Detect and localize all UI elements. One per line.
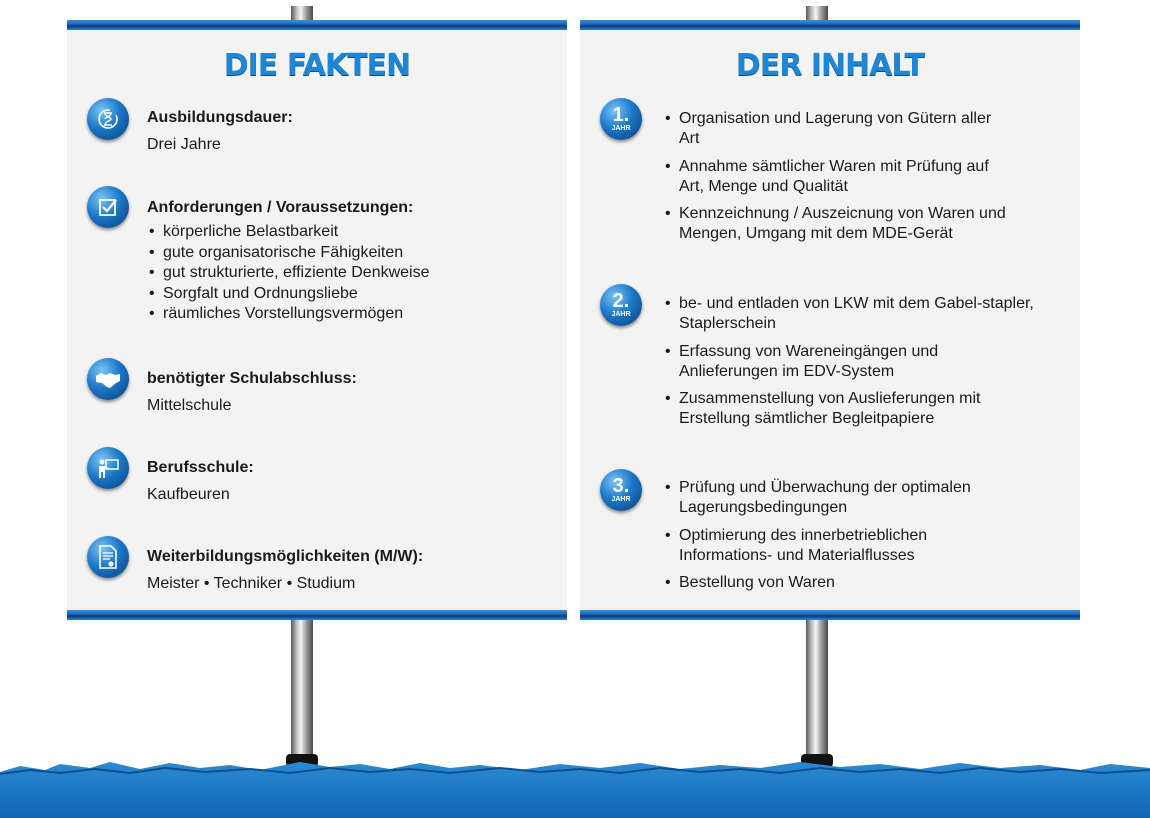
year-2-list [664, 294, 1064, 429]
board-bottom-bar [67, 610, 567, 620]
requirements-block [147, 198, 430, 325]
school-degree-block [147, 369, 357, 416]
year-3-badge [600, 469, 642, 511]
vocational-school-block [147, 458, 254, 505]
year-2-block [664, 294, 1064, 437]
year-number: 2. [612, 290, 630, 312]
further-training-label: Weiterbildungsmöglichkeiten (M/W): [147, 548, 424, 565]
list-item: • gut strukturierte, effiziente Denkweise [147, 263, 430, 284]
teacher-icon [87, 447, 129, 489]
content-title: DER INHALT [735, 48, 925, 83]
duration-block [147, 108, 293, 155]
year-number: 1. [612, 104, 630, 126]
board-bottom-bar [580, 610, 1080, 620]
list-item: • Bestellung von Waren [664, 573, 1064, 593]
school-degree-value: Mittelschule [147, 397, 232, 414]
list-item: • be- und entladen von LKW mit dem Gabel-stapler, Staplerschein [664, 294, 1039, 334]
year-label: JAHR [611, 311, 631, 318]
list-item: • Optimierung des innerbetrieblichen Informations- und Materialflusses [664, 526, 979, 566]
board-top-bar [580, 20, 1080, 30]
list-item: • Kennzeichnung / Auszeicnung von Waren und Mengen, Umgang mit dem MDE-Gerät [664, 204, 1064, 244]
year-1-block [664, 109, 1064, 252]
certificate-icon [87, 536, 129, 578]
list-item: • Prüfung und Überwachung der optimalen Lagerungsbedingungen [664, 478, 1029, 518]
checkbox-icon [87, 186, 129, 228]
list-item: • räumliches Vorstellungsvermögen [147, 304, 430, 325]
requirements-label: Anforderungen / Voraussetzungen: [147, 199, 414, 216]
board-top-bar [67, 20, 567, 30]
left-sign-post [291, 618, 313, 768]
list-item: • Zusammenstellung von Auslieferungen mit Erstellung sämtlicher Begleitpapiere [664, 389, 1019, 429]
further-training-block [147, 547, 423, 594]
list-item: • gute organisatorische Fähigkeiten [147, 243, 430, 264]
year-label: JAHR [611, 125, 631, 132]
list-item: • Erfassung von Wareneingängen und Anlieferungen im EDV-System [664, 342, 999, 382]
vocational-school-label: Berufsschule: [147, 459, 254, 476]
handshake-icon [87, 358, 129, 400]
right-sign-post [806, 618, 828, 768]
school-degree-label: benötigter Schulabschluss: [147, 370, 357, 387]
year-3-list [664, 478, 1064, 593]
year-3-block [664, 478, 1064, 601]
hourglass-icon [87, 98, 129, 140]
year-label: JAHR [611, 496, 631, 503]
year-number: 3. [612, 475, 630, 497]
facts-board [67, 20, 567, 620]
requirements-list [147, 222, 430, 325]
list-item: • körperliche Belastbarkeit [147, 222, 430, 243]
further-training-value: Meister • Techniker • Studium [147, 575, 356, 592]
list-item: • Annahme sämtlicher Waren mit Prüfung auf Art, Menge und Qualität [664, 157, 1009, 197]
facts-title: DIE FAKTEN [223, 48, 411, 83]
list-item: • Organisation und Lagerung von Gütern aller Art [664, 109, 999, 149]
duration-label: Ausbildungsdauer: [147, 109, 293, 126]
duration-value: Drei Jahre [147, 136, 221, 153]
ground-decoration [0, 756, 1150, 818]
year-1-list [664, 109, 1064, 244]
year-1-badge [600, 98, 642, 140]
year-2-badge [600, 284, 642, 326]
list-item: • Sorgfalt und Ordnungsliebe [147, 284, 430, 305]
content-board [580, 20, 1080, 620]
vocational-school-value: Kaufbeuren [147, 486, 230, 503]
